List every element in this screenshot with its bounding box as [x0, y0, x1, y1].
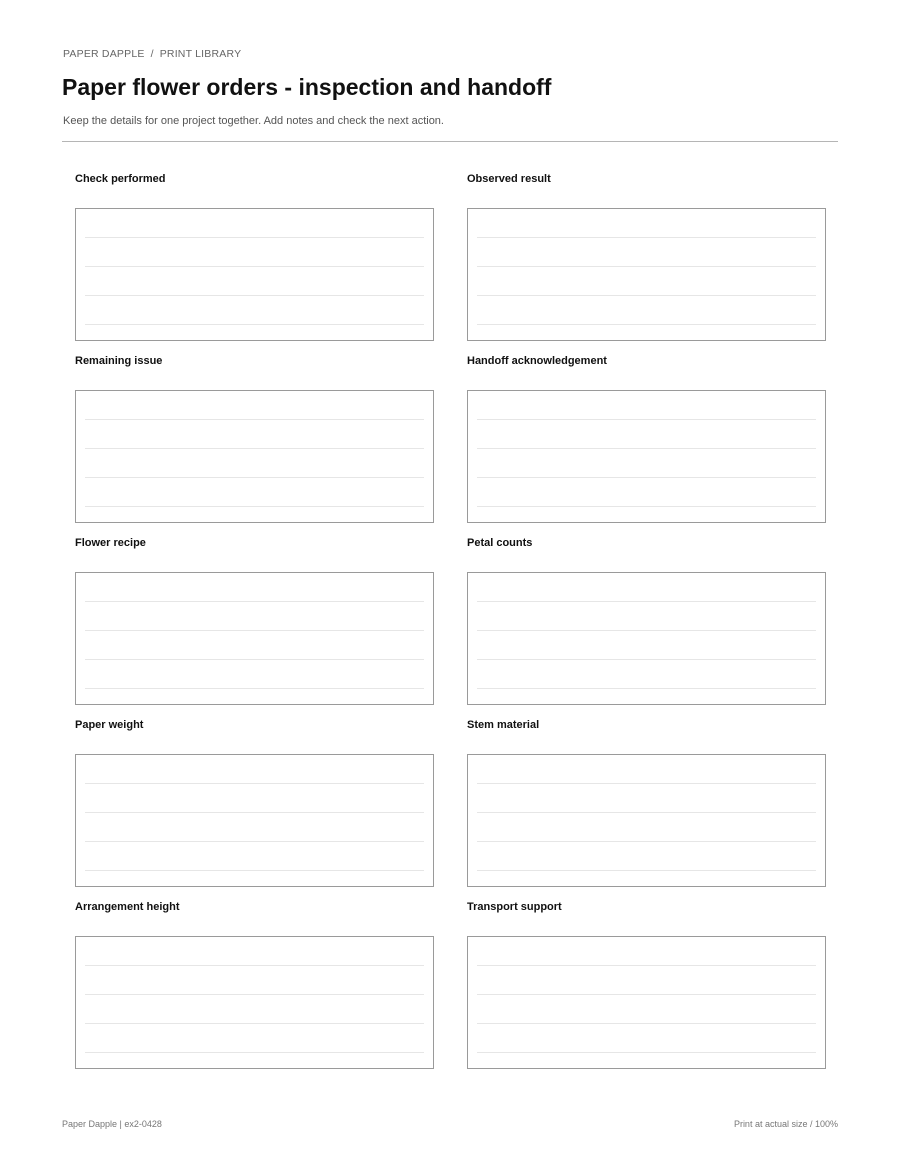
- writing-line: [477, 630, 816, 631]
- handoff-acknowledgement-notes-box[interactable]: [467, 390, 826, 523]
- section-label: Paper weight: [75, 719, 144, 731]
- section-label: Check performed: [75, 173, 166, 185]
- writing-line: [85, 1052, 424, 1053]
- section-label: Flower recipe: [75, 537, 146, 549]
- footer-print-note: Print at actual size / 100%: [733, 1119, 838, 1129]
- writing-line: [85, 601, 424, 602]
- writing-line: [477, 1052, 816, 1053]
- section-label: Handoff acknowledgement: [467, 355, 607, 367]
- page-subtitle: Keep the details for one project together. Add notes and check the next action.: [63, 115, 444, 127]
- writing-line: [85, 659, 424, 660]
- writing-line: [85, 965, 424, 966]
- section-petal-counts: [467, 536, 826, 718]
- section-stem-material: [467, 718, 826, 900]
- section-check-performed: [75, 172, 434, 354]
- remaining-issue-notes-box[interactable]: [75, 390, 434, 523]
- writing-line: [477, 965, 816, 966]
- note-sections-grid: [75, 172, 826, 1082]
- writing-line: [477, 841, 816, 842]
- section-remaining-issue: [75, 354, 434, 536]
- writing-line: [477, 1023, 816, 1024]
- writing-line: [85, 812, 424, 813]
- flower-recipe-notes-box[interactable]: [75, 572, 434, 705]
- section-label: Observed result: [467, 173, 551, 185]
- writing-line: [85, 870, 424, 871]
- check-performed-notes-box[interactable]: [75, 208, 434, 341]
- petal-counts-notes-box[interactable]: [467, 572, 826, 705]
- writing-line: [85, 419, 424, 420]
- writing-line: [85, 448, 424, 449]
- breadcrumb-brand[interactable]: PAPER DAPPLE: [63, 48, 145, 60]
- writing-line: [85, 295, 424, 296]
- breadcrumb: [63, 48, 241, 60]
- writing-line: [85, 1023, 424, 1024]
- header-divider: [62, 141, 838, 142]
- writing-line: [85, 506, 424, 507]
- section-arrangement-height: [75, 900, 434, 1082]
- section-label: Remaining issue: [75, 355, 163, 367]
- writing-line: [477, 266, 816, 267]
- writing-line: [85, 324, 424, 325]
- section-label: Stem material: [467, 719, 540, 731]
- transport-support-notes-box[interactable]: [467, 936, 826, 1069]
- footer-document-id: Paper Dapple | ex2-0428: [62, 1119, 162, 1129]
- section-label: Transport support: [467, 901, 562, 913]
- writing-line: [477, 783, 816, 784]
- section-observed-result: [467, 172, 826, 354]
- stem-material-notes-box[interactable]: [467, 754, 826, 887]
- section-label: Petal counts: [467, 537, 533, 549]
- writing-line: [85, 994, 424, 995]
- writing-line: [477, 812, 816, 813]
- breadcrumb-section[interactable]: PRINT LIBRARY: [159, 48, 242, 60]
- writing-line: [477, 659, 816, 660]
- writing-line: [477, 419, 816, 420]
- writing-line: [85, 237, 424, 238]
- section-handoff-acknowledgement: [467, 354, 826, 536]
- writing-line: [477, 870, 816, 871]
- writing-line: [85, 477, 424, 478]
- arrangement-height-notes-box[interactable]: [75, 936, 434, 1069]
- writing-line: [85, 688, 424, 689]
- page-title: Paper flower orders - inspection and handoff: [62, 74, 552, 100]
- writing-line: [477, 237, 816, 238]
- writing-line: [477, 448, 816, 449]
- section-transport-support: [467, 900, 826, 1082]
- writing-line: [85, 630, 424, 631]
- writing-line: [85, 266, 424, 267]
- writing-line: [477, 506, 816, 507]
- observed-result-notes-box[interactable]: [467, 208, 826, 341]
- section-paper-weight: [75, 718, 434, 900]
- writing-line: [477, 688, 816, 689]
- paper-weight-notes-box[interactable]: [75, 754, 434, 887]
- section-flower-recipe: [75, 536, 434, 718]
- writing-line: [477, 477, 816, 478]
- writing-line: [85, 841, 424, 842]
- section-label: Arrangement height: [75, 901, 180, 913]
- writing-line: [477, 601, 816, 602]
- writing-line: [477, 324, 816, 325]
- writing-line: [85, 783, 424, 784]
- writing-line: [477, 994, 816, 995]
- writing-line: [477, 295, 816, 296]
- breadcrumb-separator: /: [150, 48, 154, 60]
